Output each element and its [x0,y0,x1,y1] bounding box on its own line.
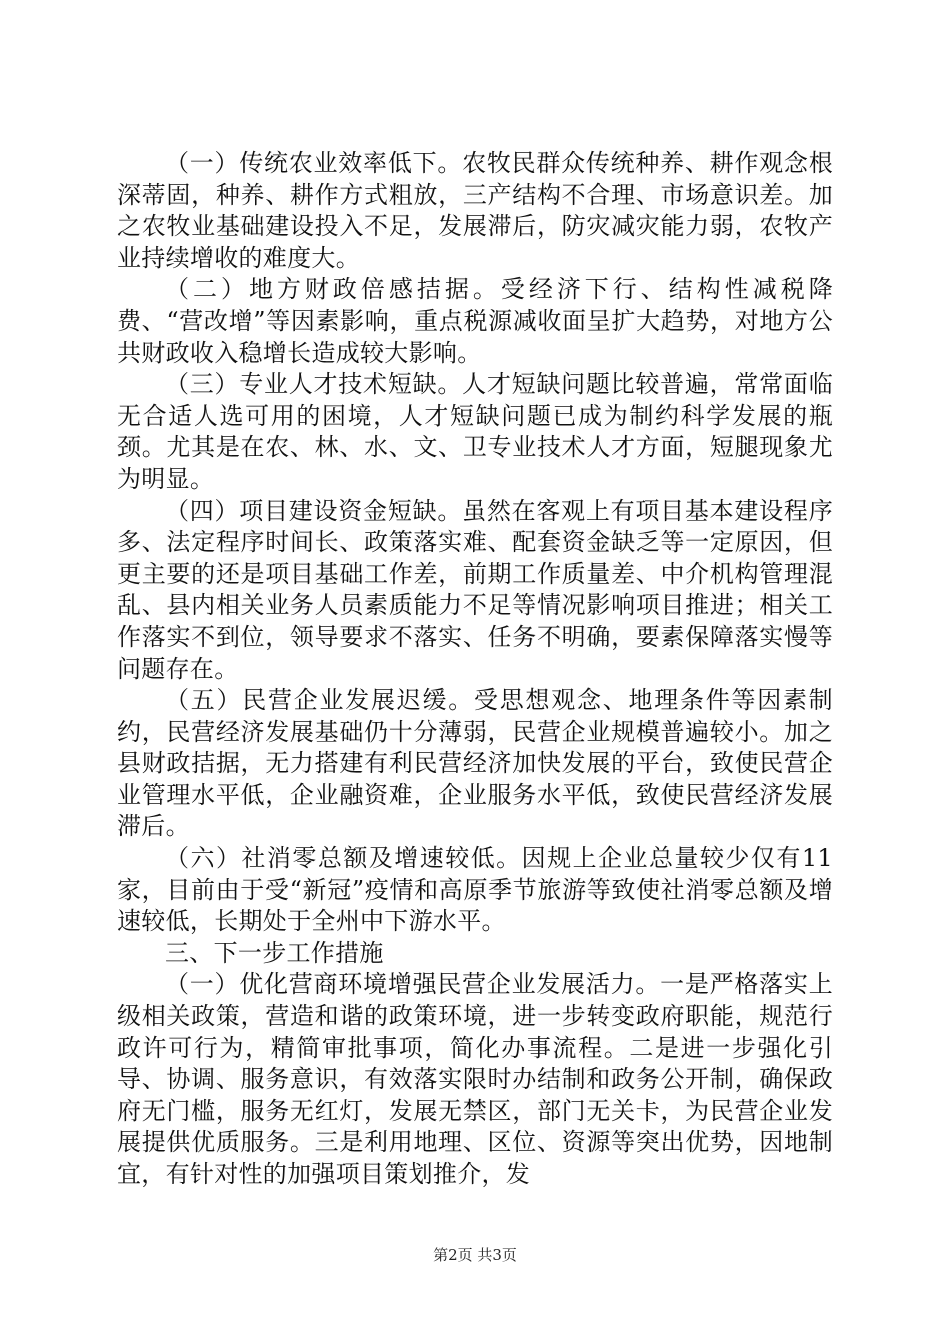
paragraph-project-funding: （四）项目建设资金短缺。虽然在客观上有项目基本建设程序多、法定程序时间长、政策落实难、配套资金缺乏等一定原因，但更主要的还是项目基础工作差，前期工作质量差、中介机构管理混乱、县内相关业务人员素质能力不足等情况影响项目推进；相关工作落实不到位，领导要求不落实、任务不明确，要素保障落实慢等问题存在。 [117,496,833,683]
paragraph-talent-shortage: （三）专业人才技术短缺。人才短缺问题比较普遍，常常面临无合适人选可用的困境，人才短缺问题已成为制约科学发展的瓶颈。尤其是在农、林、水、文、卫专业技术人才方面，短腿现象尤为明显。 [117,370,833,493]
section-heading: 三、下一步工作措施 [165,938,384,967]
document-body [117,148,833,1191]
page-number-footer: 第2页 共3页 [433,1246,517,1264]
paragraph-traditional-agriculture: （一）传统农业效率低下。农牧民群众传统种养、耕作观念根深蒂固，种养、耕作方式粗放，三产结构不合理、市场意识差。加之农牧业基础建设投入不足，发展滞后，防灾减灾能力弱，农牧产业持续增收的难度大。 [117,149,833,272]
paragraph-retail-sales: （六）社消零总额及增速较低。因规上企业总量较少仅有11家，目前由于受“新冠”疫情和高原季节旅游等致使社消零总额及增速较低，长期处于全州中下游水平。 [117,844,833,936]
paragraph-business-environment: （一）优化营商环境增强民营企业发展活力。一是严格落实上级相关政策，营造和谐的政策环境，进一步转变政府职能，规范行政许可行为，精简审批事项，简化办事流程。二是进一步强化引导、协调、服务意识，有效落实限时办结制和政务公开制，确保政府无门槛，服务无红灯，发展无禁区，部门无关卡，为民营企业发展提供优质服务。三是利用地理、区位、资源等突出优势，因地制宜，有针对性的加强项目策划推介，发 [117,970,833,1188]
paragraph-private-enterprise: （五）民营企业发展迟缓。受思想观念、地理条件等因素制约，民营经济发展基础仍十分薄弱，民营企业规模普遍较小。加之县财政拮据，无力搭建有利民营经济加快发展的平台，致使民营企业管理水平低，企业融资难，企业服务水平低，致使民营经济发展滞后。 [117,686,833,841]
paragraph-local-finance: （二）地方财政倍感拮据。受经济下行、结构性减税降费、“营改增”等因素影响，重点税源减收面呈扩大趋势，对地方公共财政收入稳增长造成较大影响。 [117,275,833,367]
